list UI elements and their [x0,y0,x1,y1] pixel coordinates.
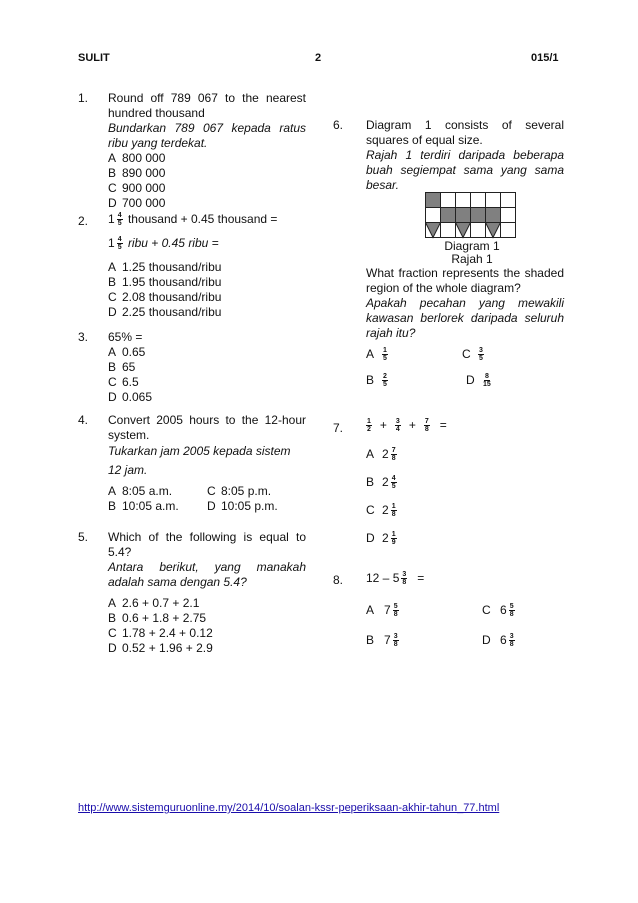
q6-option[interactable]: C $\frac{3}{5}$ [462,346,483,362]
q6-question [366,266,564,341]
diagram-caption: Diagram 1 Rajah 1 [444,239,500,266]
q5-option[interactable]: D 0.52 + 1.96 + 2.9 [108,641,213,655]
q4-option[interactable]: C 8:05 p.m. [207,484,272,498]
q6-options [366,342,556,392]
q5-text-en: Which of the following is equal to 5.4? [108,530,306,559]
q1-text-ms: Bundarkan 789 067 kepada ratus ribu yang terdekat. [108,121,306,150]
q8-options [366,596,517,654]
q6-number: 6. [333,118,344,132]
q5-number: 5. [78,530,89,544]
q4-option[interactable]: D 10:05 p.m. [207,499,278,513]
q3-option[interactable]: A 0.65 [108,345,146,359]
q6-question-ms: Apakah pecahan yang mewakili kawasan berlorek daripada seluruh rajah itu? [366,296,564,340]
q6-text-en: Diagram 1 consists of several squares of equal size. [366,118,564,147]
q1-block [108,91,306,211]
q6-question-en: What fraction represents the shaded region of the whole diagram? [366,266,564,295]
q8-option[interactable]: C 6 $\frac{5}{8}$ [482,602,514,618]
q7-options [366,440,399,552]
q7-number: 7. [333,421,344,435]
q2-stem-en: 1 $\frac{4}{5}$ thousand + 0.45 thousand = [108,212,278,228]
q2-fraction: $\frac{4}{5}$ [117,212,122,228]
header-right: 015/1 [531,52,559,64]
q5-option[interactable]: C 1.78 + 2.4 + 0.12 [108,626,213,640]
page-number: 2 [315,52,322,64]
q7-option[interactable]: C 2 $\frac{1}{8}$ [366,502,396,518]
q7-option[interactable]: A 2 $\frac{7}{8}$ [366,446,396,462]
q8-option[interactable]: D 6 $\frac{3}{8}$ [482,632,514,648]
q5-text-ms: Antara berikut, yang manakah adalah sama dengan 5.4? [108,560,306,589]
q6-text-ms: Rajah 1 terdiri daripada beberapa buah segiempat sama yang sama besar. [366,148,564,192]
q3-option[interactable]: B 65 [108,360,136,374]
q6-option[interactable]: B $\frac{2}{5}$ [366,372,387,388]
q1-number: 1. [78,91,89,105]
q1-option[interactable]: C 900 000 [108,181,166,195]
q7-option[interactable]: D 2 $\frac{1}{9}$ [366,530,396,546]
q5-option[interactable]: B 0.6 + 1.8 + 2.75 [108,611,207,625]
q3-stem: 65% = [108,330,143,344]
q1-option[interactable]: D 700 000 [108,196,166,210]
q4-text-en: Convert 2005 hours to the 12-hour system. [108,413,306,442]
q4-option[interactable]: A 8:05 a.m. [108,484,173,498]
source-link[interactable]: http://www.sistemguruonline.my/2014/10/soalan-kssr-peperiksaan-akhir-tahun_77.html [78,802,500,814]
q2-stem-ms: 1 $\frac{4}{5}$ ribu + 0.45 ribu = [108,236,219,252]
q2-number: 2. [78,214,89,228]
q2-option[interactable]: D 2.25 thousand/ribu [108,305,222,319]
q1-text-en: Round off 789 067 to the nearest hundred thousand [108,91,306,120]
q4-text-ms: Tukarkan jam 2005 kepada sistem [108,444,291,458]
q8-option[interactable]: B 7 $\frac{3}{8}$ [366,632,398,648]
q2-option[interactable]: B 1.95 thousand/ribu [108,275,222,289]
q4-number: 4. [78,413,89,427]
q6-option[interactable]: D $\frac{8}{15}$ [466,372,491,388]
q2-option[interactable]: C 2.08 thousand/ribu [108,290,222,304]
q8-option[interactable]: A 7 $\frac{5}{8}$ [366,602,398,618]
q5-option[interactable]: A 2.6 + 0.7 + 2.1 [108,596,200,610]
q3-number: 3. [78,330,89,344]
q6-option[interactable]: A $\frac{1}{5}$ [366,346,387,362]
diagram-1 [425,192,520,242]
q7-stem: $\frac{1}{2}$ + $\frac{3}{4}$ + $\frac{7}{8}$ = [367,417,447,433]
q2-block [108,208,308,320]
q2-option[interactable]: A 1.25 thousand/ribu [108,260,222,274]
q4-block [108,413,306,514]
header-left: SULIT [78,52,110,64]
q4-option[interactable]: B 10:05 a.m. [108,499,179,513]
q8-stem: 12 – 5 $\frac{3}{8}$ = [366,570,425,586]
q3-option[interactable]: C 6.5 [108,375,139,389]
q3-option[interactable]: D 0.065 [108,390,153,404]
q7-option[interactable]: B 2 $\frac{4}{5}$ [366,474,396,490]
q4-text-ms-2: 12 jam. [108,463,148,477]
q1-option[interactable]: B 890 000 [108,166,166,180]
q8-number: 8. [333,573,344,587]
q3-block [108,330,306,405]
q6-block [366,118,564,193]
q1-option[interactable]: A 800 000 [108,151,166,165]
q5-block [108,530,306,656]
